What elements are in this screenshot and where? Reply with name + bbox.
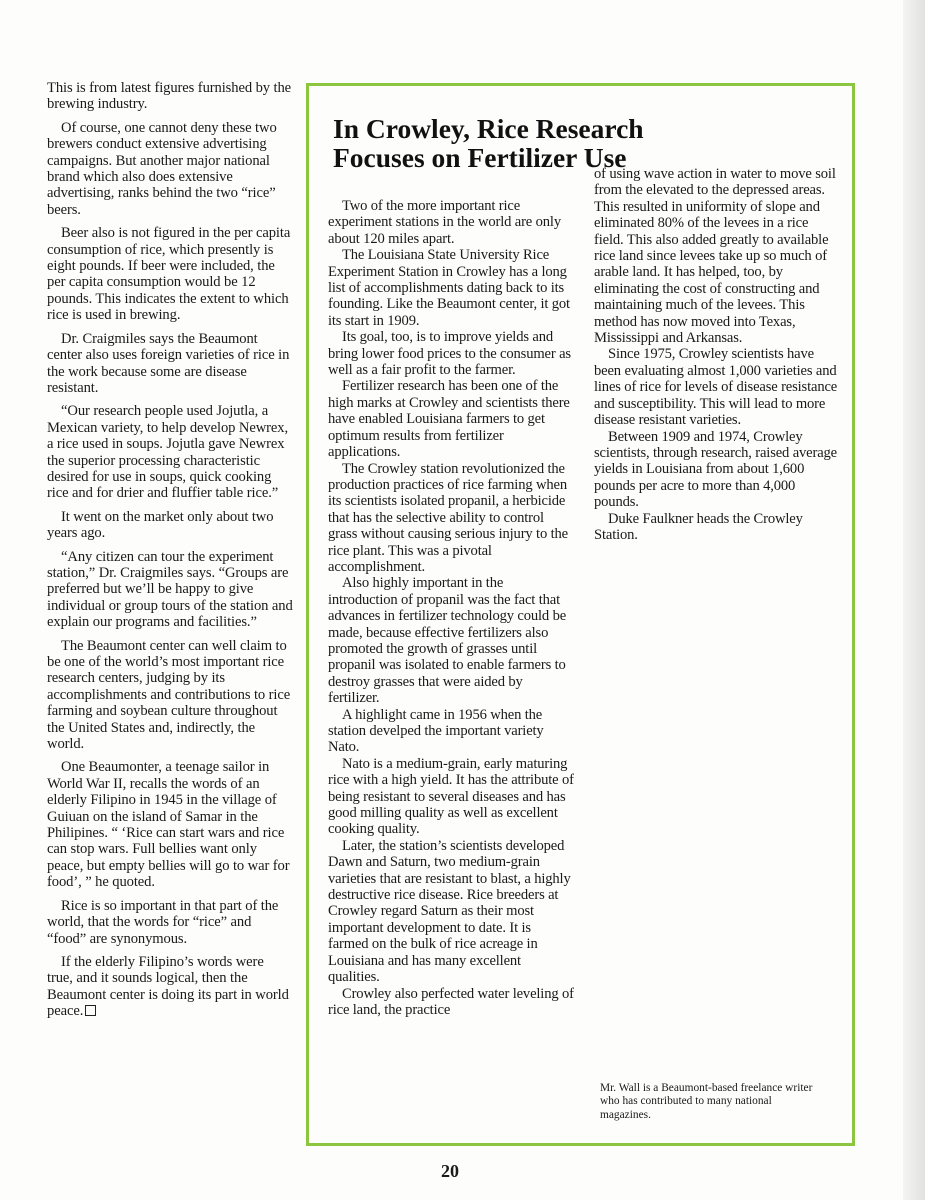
paragraph: A highlight came in 1956 when the station develped the important variety Nato. (328, 706, 544, 756)
author-byline: Mr. Wall is a Beaumont-based freelance writer who has contributed to many national magazines. (600, 1082, 813, 1121)
paragraph: Between 1909 and 1974, Crowley scientists, through research, raised average yields in Louisiana from about 1,600 pounds per acre to more than 4,000 pounds. (594, 428, 838, 511)
paragraph: of using wave action in water to move soil from the elevated to the depressed areas. This resulted in uniformity of slope and eliminated 80% of the levees in a rice field. This also added greatly to available rice land since levees take up so much of arable land. It has helped, too, by eliminating the cost of constructing and maintaining much of the levees. This method has now moved into Texas, Mississippi and Arkansas. (594, 166, 836, 347)
paragraph: Fertilizer research has been one of the high marks at Crowley and scientists there have enabled Louisiana farmers to get optimum results from fertilizer applications. (328, 378, 570, 461)
paragraph: Two of the more important rice experiment stations in the world are only about 120 miles apart. (328, 198, 561, 247)
sidebar-title-line1: In Crowley, Rice Research (333, 113, 644, 144)
paragraph-last (47, 954, 293, 1020)
left-article-column (47, 80, 293, 1027)
sidebar-column-1 (328, 198, 574, 1018)
paragraph-text: If the elderly Filipino’s words were true, and it sounds logical, then the Beaumont center is doing its part in world peace. (47, 953, 289, 1020)
paragraph: The Crowley station revolutionized the production practices of rice farming when its scientists isolated propanil, a herbicide that has the selective ability to control grass without causing serious injury to the rice plant. This was a pivotal accomplishment. (328, 460, 568, 575)
sidebar-box (306, 83, 855, 1146)
end-mark-icon (85, 1005, 96, 1016)
paragraph: “Our research people used Jojutla, a Mexican variety, to help develop Newrex, a rice used in soups. Jojutla gave Newrex the superior processing characteristic desired for use in soups, quick cooking rice and for drier and fluffier table rice.” (47, 403, 289, 502)
sidebar-title (333, 114, 833, 172)
paragraph: Crowley also perfected water leveling of rice land, the practice (328, 985, 574, 1018)
paragraph: The Beaumont center can well claim to be one of the world’s most important rice research centers, judging by its accomplishments and contributions to rice farming and soybean culture throughout the United States and, indirectly, the world. (47, 637, 291, 753)
page-number: 20 (441, 1161, 459, 1181)
paragraph: Duke Faulkner heads the Crowley Station. (594, 510, 803, 543)
paragraph: Since 1975, Crowley scientists have been evaluating almost 1,000 varieties and lines of rice for levels of disease resistance and susceptibility. This will lead to more disease resistant varieties. (594, 346, 838, 429)
paragraph: Later, the station’s scientists developed Dawn and Saturn, two medium-grain varieties that are resistant to blast, a highly destructive rice disease. Rice breeders at Crowley regard Saturn as their most important development to date. It is farmed on the bulk of rice acreage in Louisiana and has many excellent qualities. (328, 837, 571, 986)
paragraph: This is from latest figures furnished by the brewing industry. (47, 80, 292, 113)
paragraph: Rice is so important in that part of the world, that the words for “rice” and “food” are synonymous. (47, 897, 279, 947)
paragraph: Dr. Craigmiles says the Beaumont center also uses foreign varieties of rice in the work because some are disease resistant. (47, 330, 290, 396)
page-edge-shadow (903, 0, 925, 1200)
sidebar-title-line2: Focuses on Fertilizer Use (333, 142, 627, 173)
paragraph: Also highly important in the introduction of propanil was the fact that advances in fertilizer technology could be made, because effective fertilizers also promoted the growth of grasses until propanil was isolated to enable farmers to destroy grasses that were aided by fertilizer. (328, 575, 567, 707)
paragraph: One Beaumonter, a teenage sailor in World War II, recalls the words of an elderly Filipino in 1945 in the village of Guiuan on the island of Samar in the Philipines. “ ‘Rice can start wars and rice can stop wars. Full bellies want only peace, but empty bellies will go to war for food’, ” he quoted. (47, 759, 290, 891)
paragraph: Its goal, too, is to improve yields and bring lower food prices to the consumer as well as a fair profit to the farmer. (328, 329, 571, 379)
sidebar-column-2 (594, 166, 840, 543)
paragraph: The Louisiana State University Rice Experiment Station in Crowley has a long list of accomplishments dating back to its founding. Like the Beaumont center, it got its start in 1909. (328, 247, 570, 329)
paragraph: “Any citizen can tour the experiment station,” Dr. Craigmiles says. “Groups are preferred but we’ll be happy to give individual or group tours of the station and explain our programs and facilities.” (47, 548, 293, 631)
paragraph: Beer also is not figured in the per capita consumption of rice, which presently is eight pounds. If beer were included, the per capita consumption would be 12 pounds. This indicates the extent to which rice is used in brewing. (47, 225, 291, 324)
paragraph: Nato is a medium-grain, early maturing rice with a high yield. It has the attribute of being resistant to several diseases and has good milling quality as well as excellent cooking quality. (328, 755, 574, 838)
paragraph: It went on the market only about two years ago. (47, 508, 274, 542)
paragraph: Of course, one cannot deny these two brewers conduct extensive advertising campaigns. But another major national brand which also does extensive advertising, ranks behind the two “rice” beers. (47, 119, 277, 218)
